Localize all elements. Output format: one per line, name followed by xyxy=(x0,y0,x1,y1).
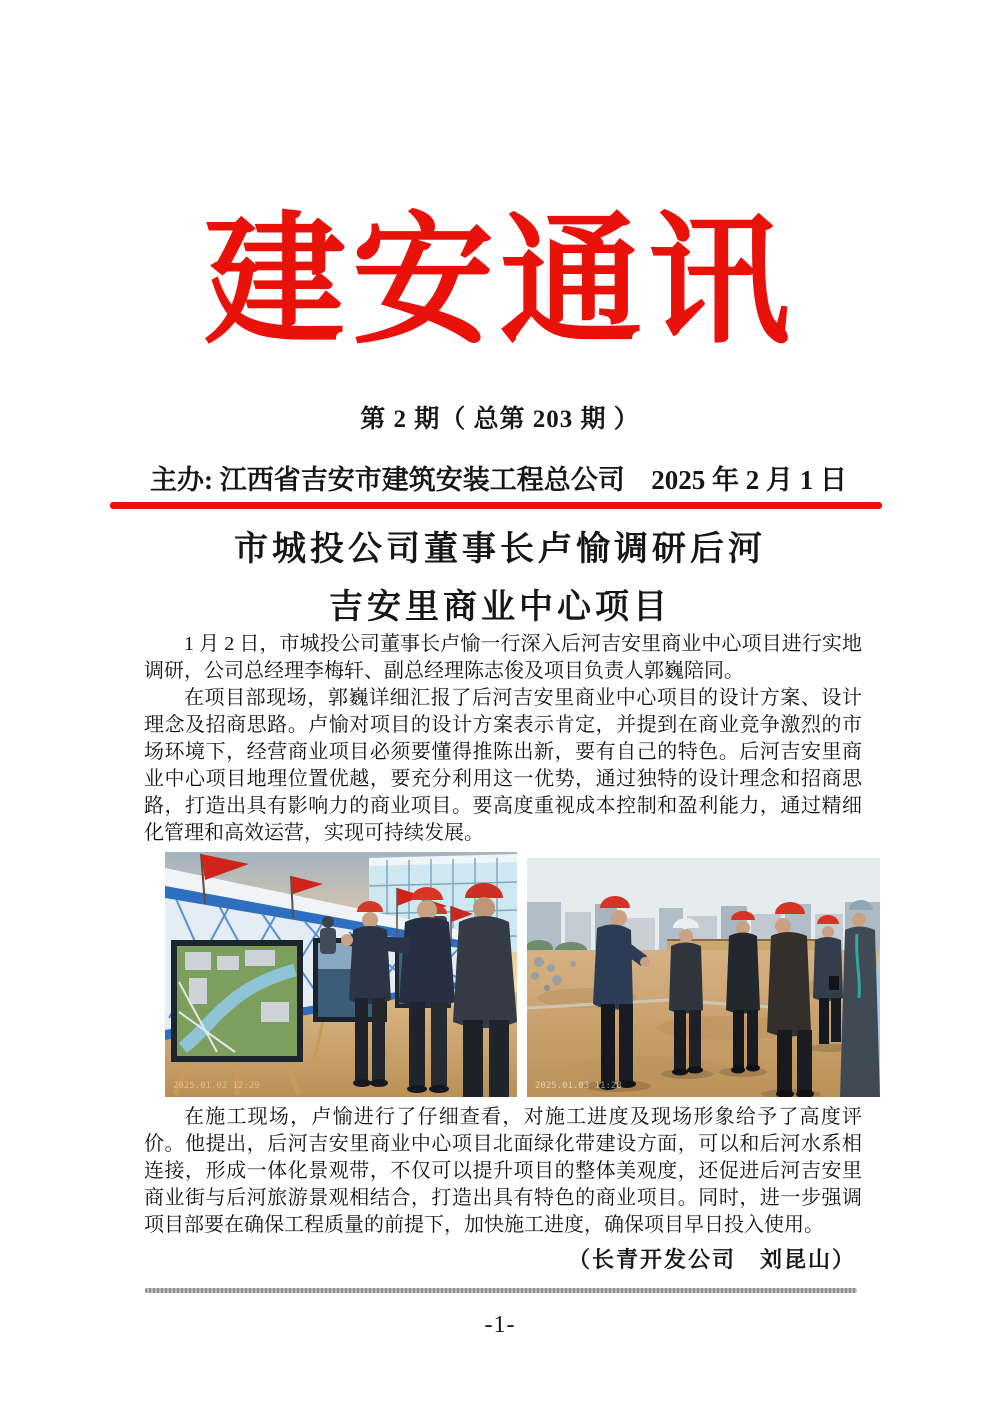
article-byline: （长青开发公司 刘昆山） xyxy=(567,1247,856,1272)
paragraph-1: 1 月 2 日，市城投公司董事长卢愉一行深入后河吉安里商业中心项目进行实地调研，公司总经理李梅轩、副总经理陈志俊及项目负责人郭巍陪同。 xyxy=(144,633,862,682)
left-photo-timestamp-watermark: 2025.01.02 12:29 xyxy=(173,1081,260,1091)
publish-date: 2025 年 2 月 1 日 xyxy=(651,465,847,495)
article-title xyxy=(0,521,1000,637)
photo-row xyxy=(165,852,880,1097)
photo-briefing-boards xyxy=(165,852,517,1097)
publisher-name: 主办: 江西省吉安市建筑安装工程总公司 xyxy=(150,465,625,495)
footer-divider-rule xyxy=(145,1288,857,1293)
photo-site-discussion xyxy=(527,858,880,1097)
article-title-line2: 吉安里商业中心项目 xyxy=(329,589,671,626)
publisher-row xyxy=(150,458,847,497)
page-number: -1- xyxy=(484,1312,516,1338)
article-body-lower xyxy=(144,1104,862,1239)
article-title-line1: 市城投公司董事长卢愉调研后河 xyxy=(234,531,766,568)
masthead-divider-rule xyxy=(110,502,882,509)
paragraph-2: 在项目部现场，郭巍详细汇报了后河吉安里商业中心项目的设计方案、设计理念及招商思路。卢愉对项目的设计方案表示肯定，并提到在商业竞争激烈的市场环境下，经营商业项目必须要懂得推陈出新，要有自己的特色。后河吉安里商业中心项目地理位置优越，要充分利用这一优势，通过独特的设计理念和招商思路，打造出具有影响力的商业项目。要高度重视成本控制和盈利能力，通过精细化管理和高效运营，实现可持续发展。 xyxy=(144,687,862,844)
background-worker xyxy=(320,916,336,954)
masthead-title: 建安通讯 xyxy=(204,202,796,361)
photo-site-discussion-illustration xyxy=(527,858,880,1097)
right-photo-timestamp-watermark: 2025.01.03 11:28 xyxy=(535,1081,622,1091)
issue-line: 第 2 期（ 总第 203 期 ） xyxy=(360,406,640,433)
article-body-upper xyxy=(144,631,862,847)
photo-briefing-boards-illustration xyxy=(165,852,517,1097)
paragraph-3: 在施工现场，卢愉进行了仔细查看，对施工进度及现场形象给予了高度评价。他提出，后河吉安里商业中心项目北面绿化带建设方面，可以和后河水系相连接，形成一体化景观带，不仅可以提升项目的整体美观度，还促进后河吉安里商业街与后河旅游景观相结合，打造出具有特色的商业项目。同时，进一步强调项目部要在确保工程质量的前提下，加快施工进度，确保项目早日投入使用。 xyxy=(144,1106,862,1236)
